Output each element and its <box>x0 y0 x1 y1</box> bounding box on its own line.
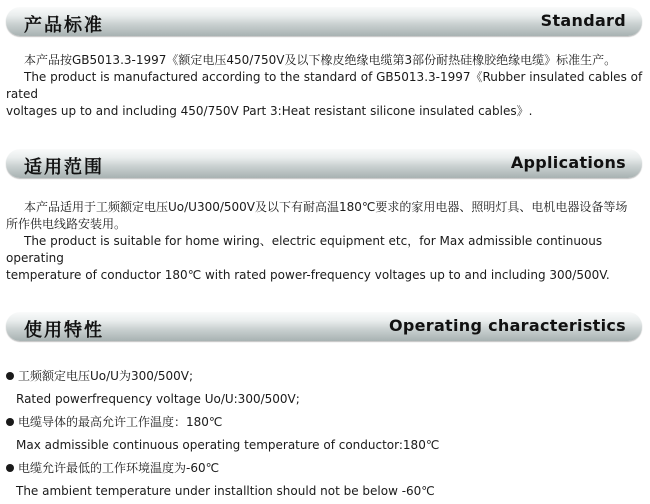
list-item: 电缆导体的最高允许工作温度：180℃ <box>6 411 646 434</box>
list-item: The ambient temperature under installtion should not be below -60℃ <box>16 484 435 498</box>
list-item: 工频额定电压Uo/U为300/500V; <box>6 365 646 388</box>
standard-line-en-1: The product is manufactured according to the standard of GB5013.3-1997《Rubber insulated cables of rated <box>6 70 643 101</box>
section-banner-applications <box>6 149 642 178</box>
section-title-cn: 使用特性 <box>24 320 104 341</box>
list-item: Rated powerfrequency voltage Uo/U:300/500V; <box>16 392 300 406</box>
section-title-en: Operating characteristics <box>388 316 626 335</box>
list-item: Max admissible continuous operating temperature of conductor:180℃ <box>16 438 440 452</box>
section-title-en: Applications <box>510 153 626 172</box>
applications-paragraph <box>6 199 646 284</box>
bullet-icon <box>6 464 14 472</box>
bullet-icon <box>6 372 14 380</box>
section-title-cn: 适用范围 <box>24 157 104 178</box>
bullet-icon <box>6 418 14 426</box>
operating-list <box>6 365 646 503</box>
standard-paragraph <box>6 52 646 120</box>
section-banner-operating <box>6 312 642 341</box>
section-title-en: Standard <box>540 11 626 30</box>
applications-line-cn-1: 本产品适用于工频额定电压Uo/U300/500V及以下有耐高温180℃要求的家用电器、照明灯具、电机电器设备等场 <box>24 200 628 214</box>
applications-line-cn-2: 所作供电线路安装用。 <box>6 217 127 231</box>
section-title-cn: 产品标准 <box>24 15 104 36</box>
applications-line-en-2: temperature of conductor 180℃ with rated power-frequency voltages up to and including 300/500V. <box>6 268 610 282</box>
list-item: 电缆允许最低的工作环境温度为-60℃ <box>6 457 646 480</box>
standard-line-en-2: voltages up to and including 450/750V Part 3:Heat resistant silicone insulated cables》. <box>6 104 533 118</box>
section-banner-standard <box>6 7 642 36</box>
applications-line-en-1: The product is suitable for home wiring、electric equipment etc，for Max admissible continuous operating <box>6 234 603 265</box>
standard-line-cn: 本产品按GB5013.3-1997《额定电压450/750V及以下橡皮绝缘电缆第3部份耐热硅橡胶绝缘电缆》标准生产。 <box>24 53 617 67</box>
